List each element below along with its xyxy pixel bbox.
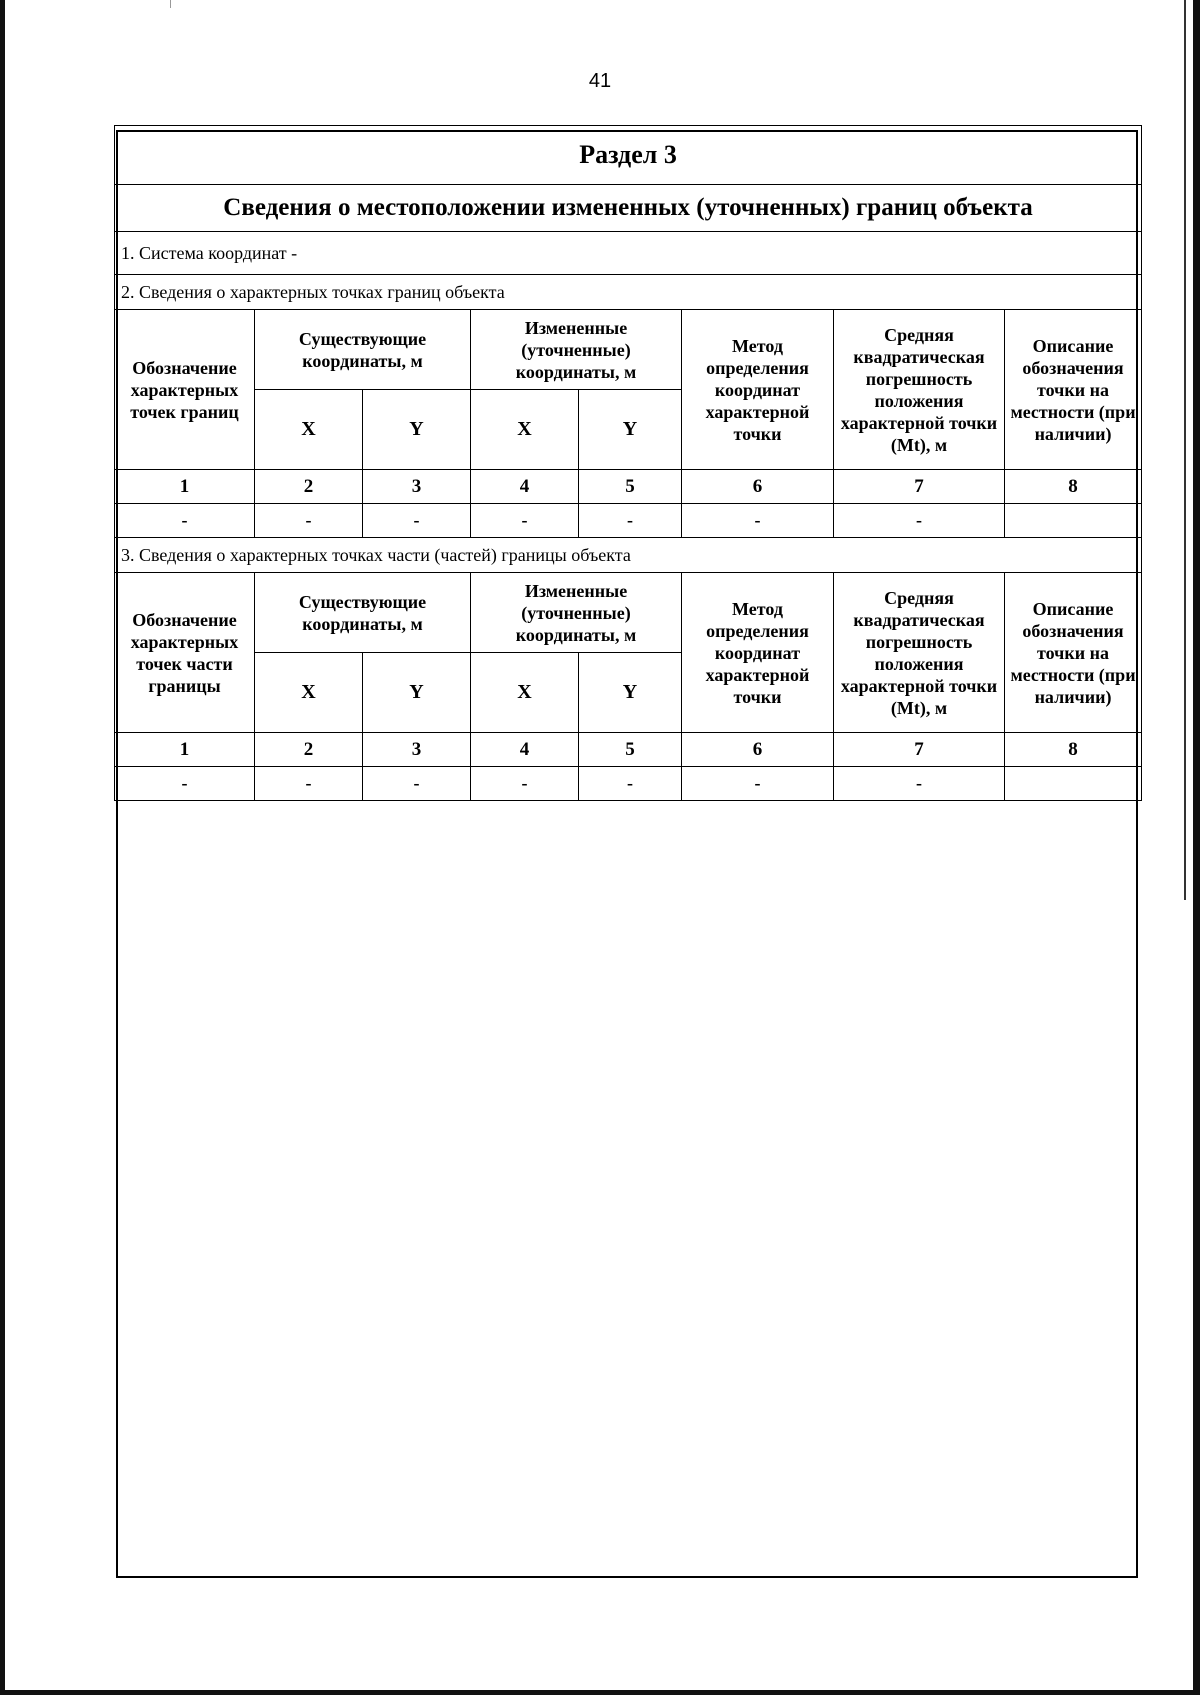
scan-edge-right: [1193, 0, 1200, 1695]
t2-header-designation: Обозначение характерных точек части границы: [115, 573, 255, 733]
t1-header-y-existing: Y: [363, 390, 471, 470]
section-3-block: [114, 125, 1141, 801]
t1-header-x-existing: X: [255, 390, 363, 470]
t2-col-number: 1: [115, 733, 255, 767]
t2-cell: -: [682, 767, 834, 801]
table2-caption: 3. Сведения о характерных точках части (частей) границы объекта: [115, 538, 1142, 573]
t1-header-method: Метод определения координат характерной точки: [682, 310, 834, 470]
t2-col-number: 8: [1005, 733, 1142, 767]
t2-header-x-changed: X: [471, 653, 579, 733]
section-subtitle: Сведения о местоположении измененных (уточненных) границ объекта: [115, 185, 1142, 232]
t1-header-y-changed: Y: [579, 390, 682, 470]
t2-header-error: Средняя квадратическая погрешность положения характерной точки (Mt), м: [834, 573, 1005, 733]
t1-cell: -: [834, 504, 1005, 538]
t1-cell: -: [471, 504, 579, 538]
t2-col-number: 2: [255, 733, 363, 767]
scan-edge-bottom: [0, 1690, 1200, 1695]
t2-cell: -: [834, 767, 1005, 801]
t1-header-error: Средняя квадратическая погрешность положения характерной точки (Mt), м: [834, 310, 1005, 470]
t1-col-number: 2: [255, 470, 363, 504]
t1-col-number: 3: [363, 470, 471, 504]
t2-col-number: 6: [682, 733, 834, 767]
t2-cell: -: [579, 767, 682, 801]
t2-header-description: Описание обозначения точки на местности (при наличии): [1005, 573, 1142, 733]
t1-cell: -: [579, 504, 682, 538]
t2-cell: -: [115, 767, 255, 801]
t1-col-number: 4: [471, 470, 579, 504]
table-row: [115, 504, 1142, 538]
t1-cell: -: [363, 504, 471, 538]
t2-col-number: 3: [363, 733, 471, 767]
coord-system-label: 1. Система координат -: [115, 232, 1142, 275]
t1-cell: -: [255, 504, 363, 538]
t2-header-x-existing: X: [255, 653, 363, 733]
t1-header-description: Описание обозначения точки на местности (при наличии): [1005, 310, 1142, 470]
t1-col-number: 6: [682, 470, 834, 504]
table-row: [115, 767, 1142, 801]
scan-edge-line: [1184, 0, 1186, 900]
t2-header-method: Метод определения координат характерной точки: [682, 573, 834, 733]
t1-header-changed: Измененные (уточненные) координаты, м: [471, 310, 682, 390]
t2-header-y-existing: Y: [363, 653, 471, 733]
scan-edge-left: [0, 0, 5, 1695]
t1-header-designation: Обозначение характерных точек границ: [115, 310, 255, 470]
t2-header-changed: Измененные (уточненные) координаты, м: [471, 573, 682, 653]
t1-col-number: 1: [115, 470, 255, 504]
t2-header-y-changed: Y: [579, 653, 682, 733]
t2-col-number: 4: [471, 733, 579, 767]
t2-cell: -: [363, 767, 471, 801]
t1-col-number: 5: [579, 470, 682, 504]
t2-cell: -: [255, 767, 363, 801]
t1-header-x-changed: X: [471, 390, 579, 470]
t1-col-number: 8: [1005, 470, 1142, 504]
t2-col-number: 5: [579, 733, 682, 767]
section-title: Раздел 3: [115, 126, 1142, 185]
t1-header-existing: Существующие координаты, м: [255, 310, 471, 390]
t1-cell: -: [682, 504, 834, 538]
t1-col-number: 7: [834, 470, 1005, 504]
t1-cell: [1005, 504, 1142, 538]
section-header-table: [114, 125, 1142, 801]
t1-cell: -: [115, 504, 255, 538]
t2-cell: [1005, 767, 1142, 801]
scan-mark: [170, 0, 171, 8]
t2-col-number: 7: [834, 733, 1005, 767]
table1-caption: 2. Сведения о характерных точках границ объекта: [115, 275, 1142, 310]
page-number: 41: [588, 70, 612, 92]
t2-cell: -: [471, 767, 579, 801]
t2-header-existing: Существующие координаты, м: [255, 573, 471, 653]
